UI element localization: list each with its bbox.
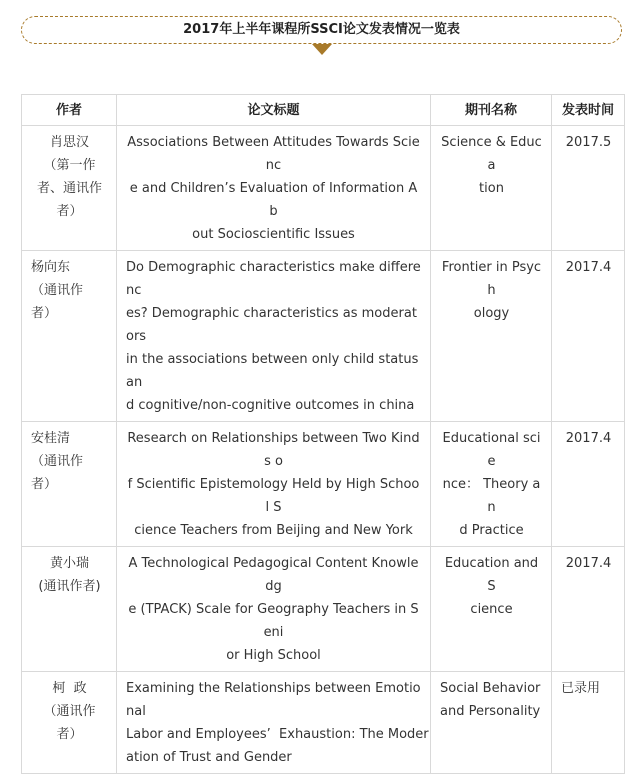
author-line: 者） [56,204,83,219]
journal-line: Education and S [444,556,539,594]
cell-date [552,547,625,672]
title-line: ation of Trust and Gender [126,750,292,765]
author-line: 杨向东 [31,260,71,275]
date-text: 2017.4 [565,260,612,275]
cell-date [552,126,625,251]
title-line: es? Demographic characteristics as moderators [126,306,417,344]
date-text: 2017.5 [565,135,612,150]
cell-author [22,672,117,774]
table-header-row [22,95,625,126]
cell-title [117,547,431,672]
title-line: in the associations between only child status an [126,352,419,390]
cell-journal [431,672,552,774]
author-line: 者） [56,727,83,742]
title-line: Labor and Employees’ Exhaustion: The Moder [126,727,429,742]
cell-date [552,672,625,774]
author-line: (通讯作者) [38,579,101,594]
cell-author [22,251,117,422]
header-journal: 期刊名称 [431,95,552,126]
title-line: Associations Between Attitudes Towards Scienc [127,135,420,173]
cell-journal [431,126,552,251]
table-row [22,547,625,672]
cell-author [22,422,117,547]
journal-line: d Practice [459,523,524,538]
date-text: 已录用 [561,681,601,696]
header-date: 发表时间 [552,95,625,126]
title-line: out Socioscientific Issues [192,227,355,242]
cell-journal [431,547,552,672]
cell-title [117,422,431,547]
title-line: Research on Relationships between Two Kinds o [127,431,420,469]
author-line: （通讯作 [43,704,96,719]
cell-author [22,547,117,672]
table-row [22,251,625,422]
cell-author [22,126,117,251]
author-line: 柯 政 [52,681,87,696]
table-row [22,672,625,774]
date-text: 2017.4 [565,556,612,571]
cell-title [117,672,431,774]
author-line: 黄小瑞 [49,556,89,571]
author-line: 者） [31,306,58,321]
cell-title [117,126,431,251]
table-row [22,422,625,547]
title-line: cience Teachers from Beijing and New York [134,523,413,538]
cell-date [552,422,625,547]
table-row [22,126,625,251]
author-line: （通讯作 [31,283,84,298]
title-line: e (TPACK) Scale for Geography Teachers in Seni [128,602,419,640]
header-author: 作者 [22,95,117,126]
title-line: d cognitive/non-cognitive outcomes in china [126,398,415,413]
journal-line: tion [479,181,504,196]
cell-journal [431,251,552,422]
journal-line: cience [470,602,513,617]
caption-text: 2017年上半年课程所SSCI论文发表情况一览表 [183,22,460,37]
journal-line: ology [473,306,510,321]
date-text: 2017.4 [565,431,612,446]
caption-arrow-icon [312,44,332,55]
title-line: f Scientific Epistemology Held by High School S [127,477,420,515]
author-line: 者、通讯作 [36,181,102,196]
table-caption [21,16,622,44]
journal-line: Educational scie [442,431,541,469]
author-line: 者） [31,477,58,492]
journal-line: and Personality [440,704,541,719]
journal-line: Social Behavior [440,681,541,696]
title-line: Do Demographic characteristics make differenc [126,260,421,298]
cell-title [117,251,431,422]
papers-table [21,94,625,774]
author-line: 肖思汉 [49,135,89,150]
journal-line: nce： Theory an [442,477,541,515]
cell-journal [431,422,552,547]
title-line: e and Children’s Evaluation of Information Ab [129,181,418,219]
author-line: （第一作 [43,158,96,173]
title-line: or High School [226,648,321,663]
title-line: A Technological Pedagogical Content Knowledg [128,556,419,594]
journal-line: Frontier in Psych [441,260,542,298]
author-line: 安桂清 [31,431,71,446]
cell-date [552,251,625,422]
author-line: （通讯作 [31,454,84,469]
header-title: 论文标题 [117,95,431,126]
journal-line: Science & Educa [441,135,542,173]
title-line: Examining the Relationships between Emotional [126,681,421,719]
